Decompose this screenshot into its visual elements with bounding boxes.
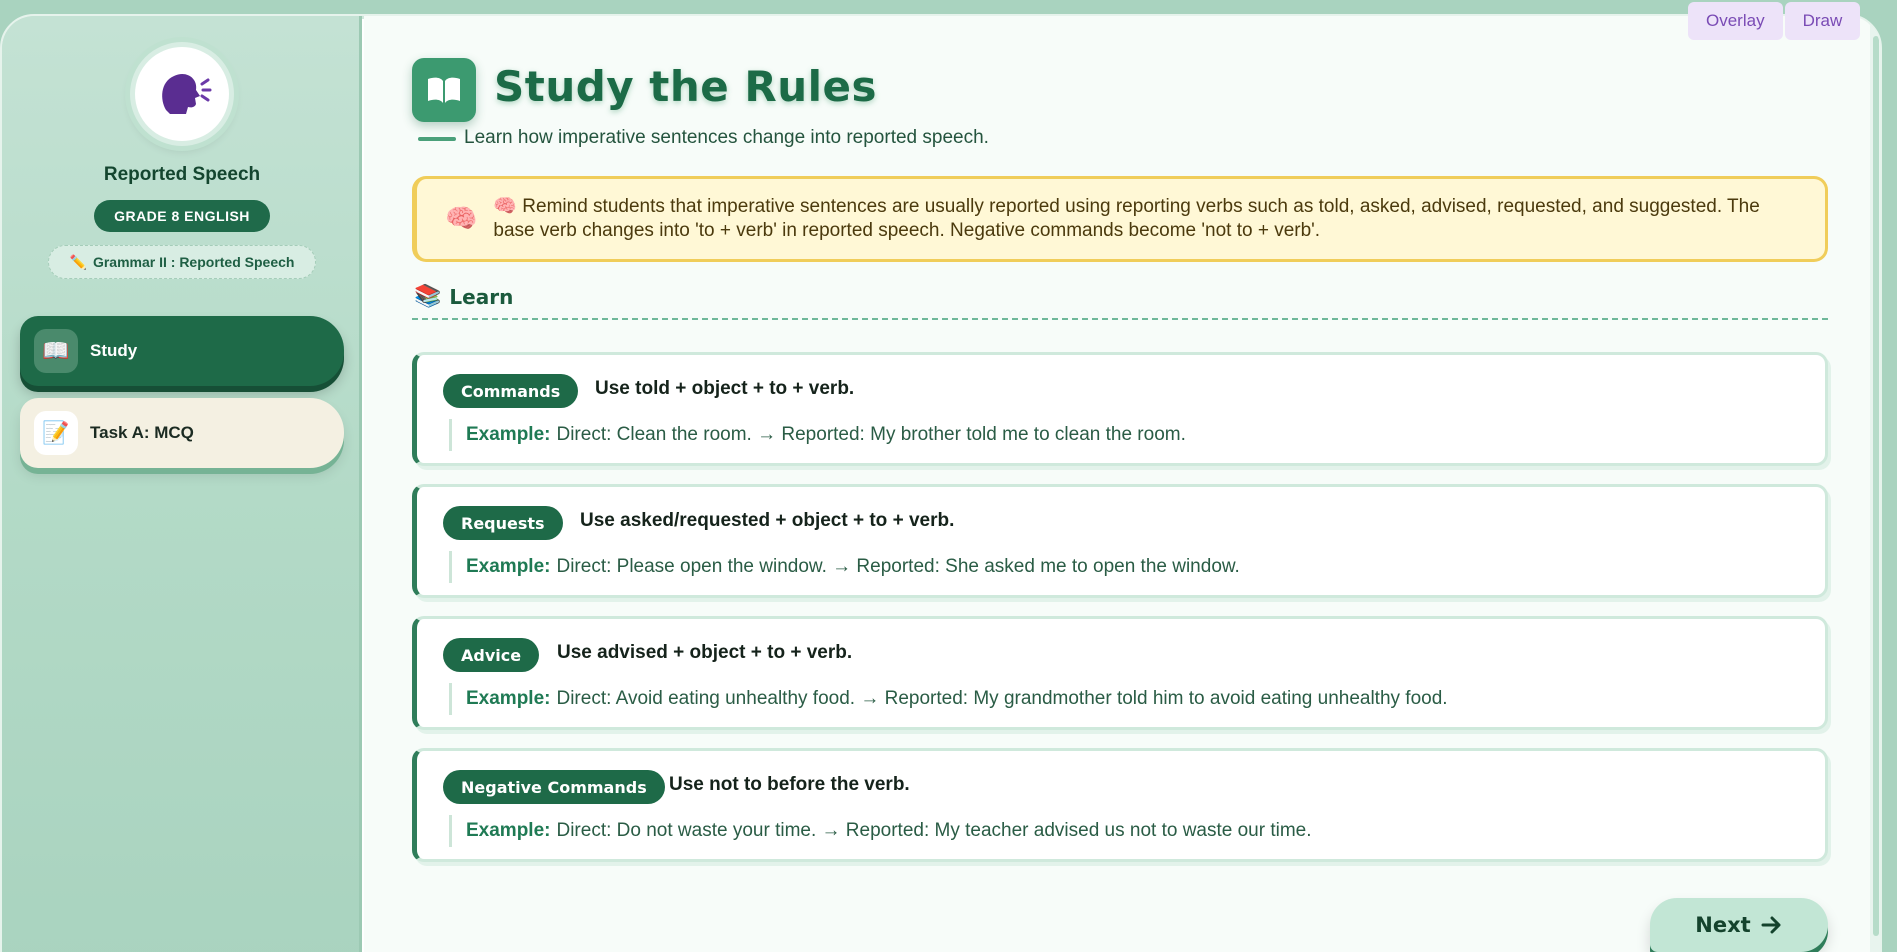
pencil-icon: ✏️ bbox=[69, 253, 87, 270]
rule-example: Example: Direct: Clean the room. → Reported: My brother told me to clean the room. bbox=[449, 419, 1186, 451]
overlay-button[interactable]: Overlay bbox=[1688, 2, 1783, 40]
rule-tag: Advice bbox=[443, 638, 539, 672]
rule-text: Use asked/requested + object + to + verb. bbox=[580, 510, 955, 531]
rule-tag: Commands bbox=[443, 374, 578, 408]
open-book-icon: 📖 bbox=[34, 329, 78, 373]
arrow-right-icon bbox=[1761, 915, 1783, 935]
avatar bbox=[130, 42, 234, 146]
brain-icon: 🧠 bbox=[445, 204, 478, 234]
rule-example: Example: Direct: Please open the window. → Reported: She asked me to open the window. bbox=[449, 551, 1240, 583]
page-subtitle: Learn how imperative sentences change into reported speech. bbox=[464, 127, 989, 148]
rule-tag: Negative Commands bbox=[443, 770, 665, 804]
page-title: Study the Rules bbox=[494, 62, 877, 111]
speaking-head-icon bbox=[152, 64, 212, 124]
reminder-text: 🧠 Remind students that imperative sentences are usually reported using reporting verbs such as told, asked, advised, requested, and suggested. The base verb changes into 'to + verb' in reported speech. Negative commands become 'not to + verb'. bbox=[493, 196, 1760, 241]
rule-card-requests bbox=[412, 484, 1828, 598]
rule-text: Use told + object + to + verb. bbox=[595, 378, 855, 399]
app-window bbox=[0, 14, 1882, 952]
main-content bbox=[364, 16, 1880, 952]
rule-card-commands bbox=[412, 352, 1828, 466]
sidebar-title: Reported Speech bbox=[103, 164, 261, 185]
scrollbar-thumb[interactable] bbox=[1873, 36, 1879, 936]
sidebar-item-task-a[interactable] bbox=[20, 398, 344, 468]
rule-tag: Requests bbox=[443, 506, 563, 540]
divider bbox=[412, 318, 1828, 320]
sidebar-item-label: Study bbox=[90, 341, 138, 360]
rule-text: Use advised + object + to + verb. bbox=[557, 642, 853, 663]
learn-heading: 📚 Learn bbox=[414, 284, 514, 309]
top-toolbar bbox=[1688, 2, 1860, 40]
sidebar-item-study[interactable] bbox=[20, 316, 344, 386]
books-icon: 📚 bbox=[414, 284, 442, 309]
grade-badge: GRADE 8 ENGLISH bbox=[94, 200, 270, 232]
scrollbar[interactable] bbox=[1870, 16, 1880, 952]
rule-text: Use not to before the verb. bbox=[669, 774, 910, 795]
topic-chip bbox=[48, 245, 316, 279]
rule-card-negative-commands bbox=[412, 748, 1828, 862]
book-icon bbox=[412, 58, 476, 122]
sidebar bbox=[2, 16, 362, 952]
rule-example: Example: Direct: Do not waste your time. → Reported: My teacher advised us not to waste our time. bbox=[449, 815, 1312, 847]
sidebar-item-label: Task A: MCQ bbox=[90, 423, 194, 442]
subtitle-accent bbox=[418, 137, 456, 141]
draw-button[interactable]: Draw bbox=[1785, 2, 1861, 40]
teacher-reminder bbox=[412, 176, 1828, 262]
rule-card-advice bbox=[412, 616, 1828, 730]
rule-example: Example: Direct: Avoid eating unhealthy food. → Reported: My grandmother told him to avoid eating unhealthy food. bbox=[449, 683, 1448, 715]
next-button[interactable]: Next bbox=[1650, 898, 1828, 952]
memo-icon: 📝 bbox=[34, 411, 78, 455]
topic-label: Grammar II : Reported Speech bbox=[92, 254, 295, 270]
